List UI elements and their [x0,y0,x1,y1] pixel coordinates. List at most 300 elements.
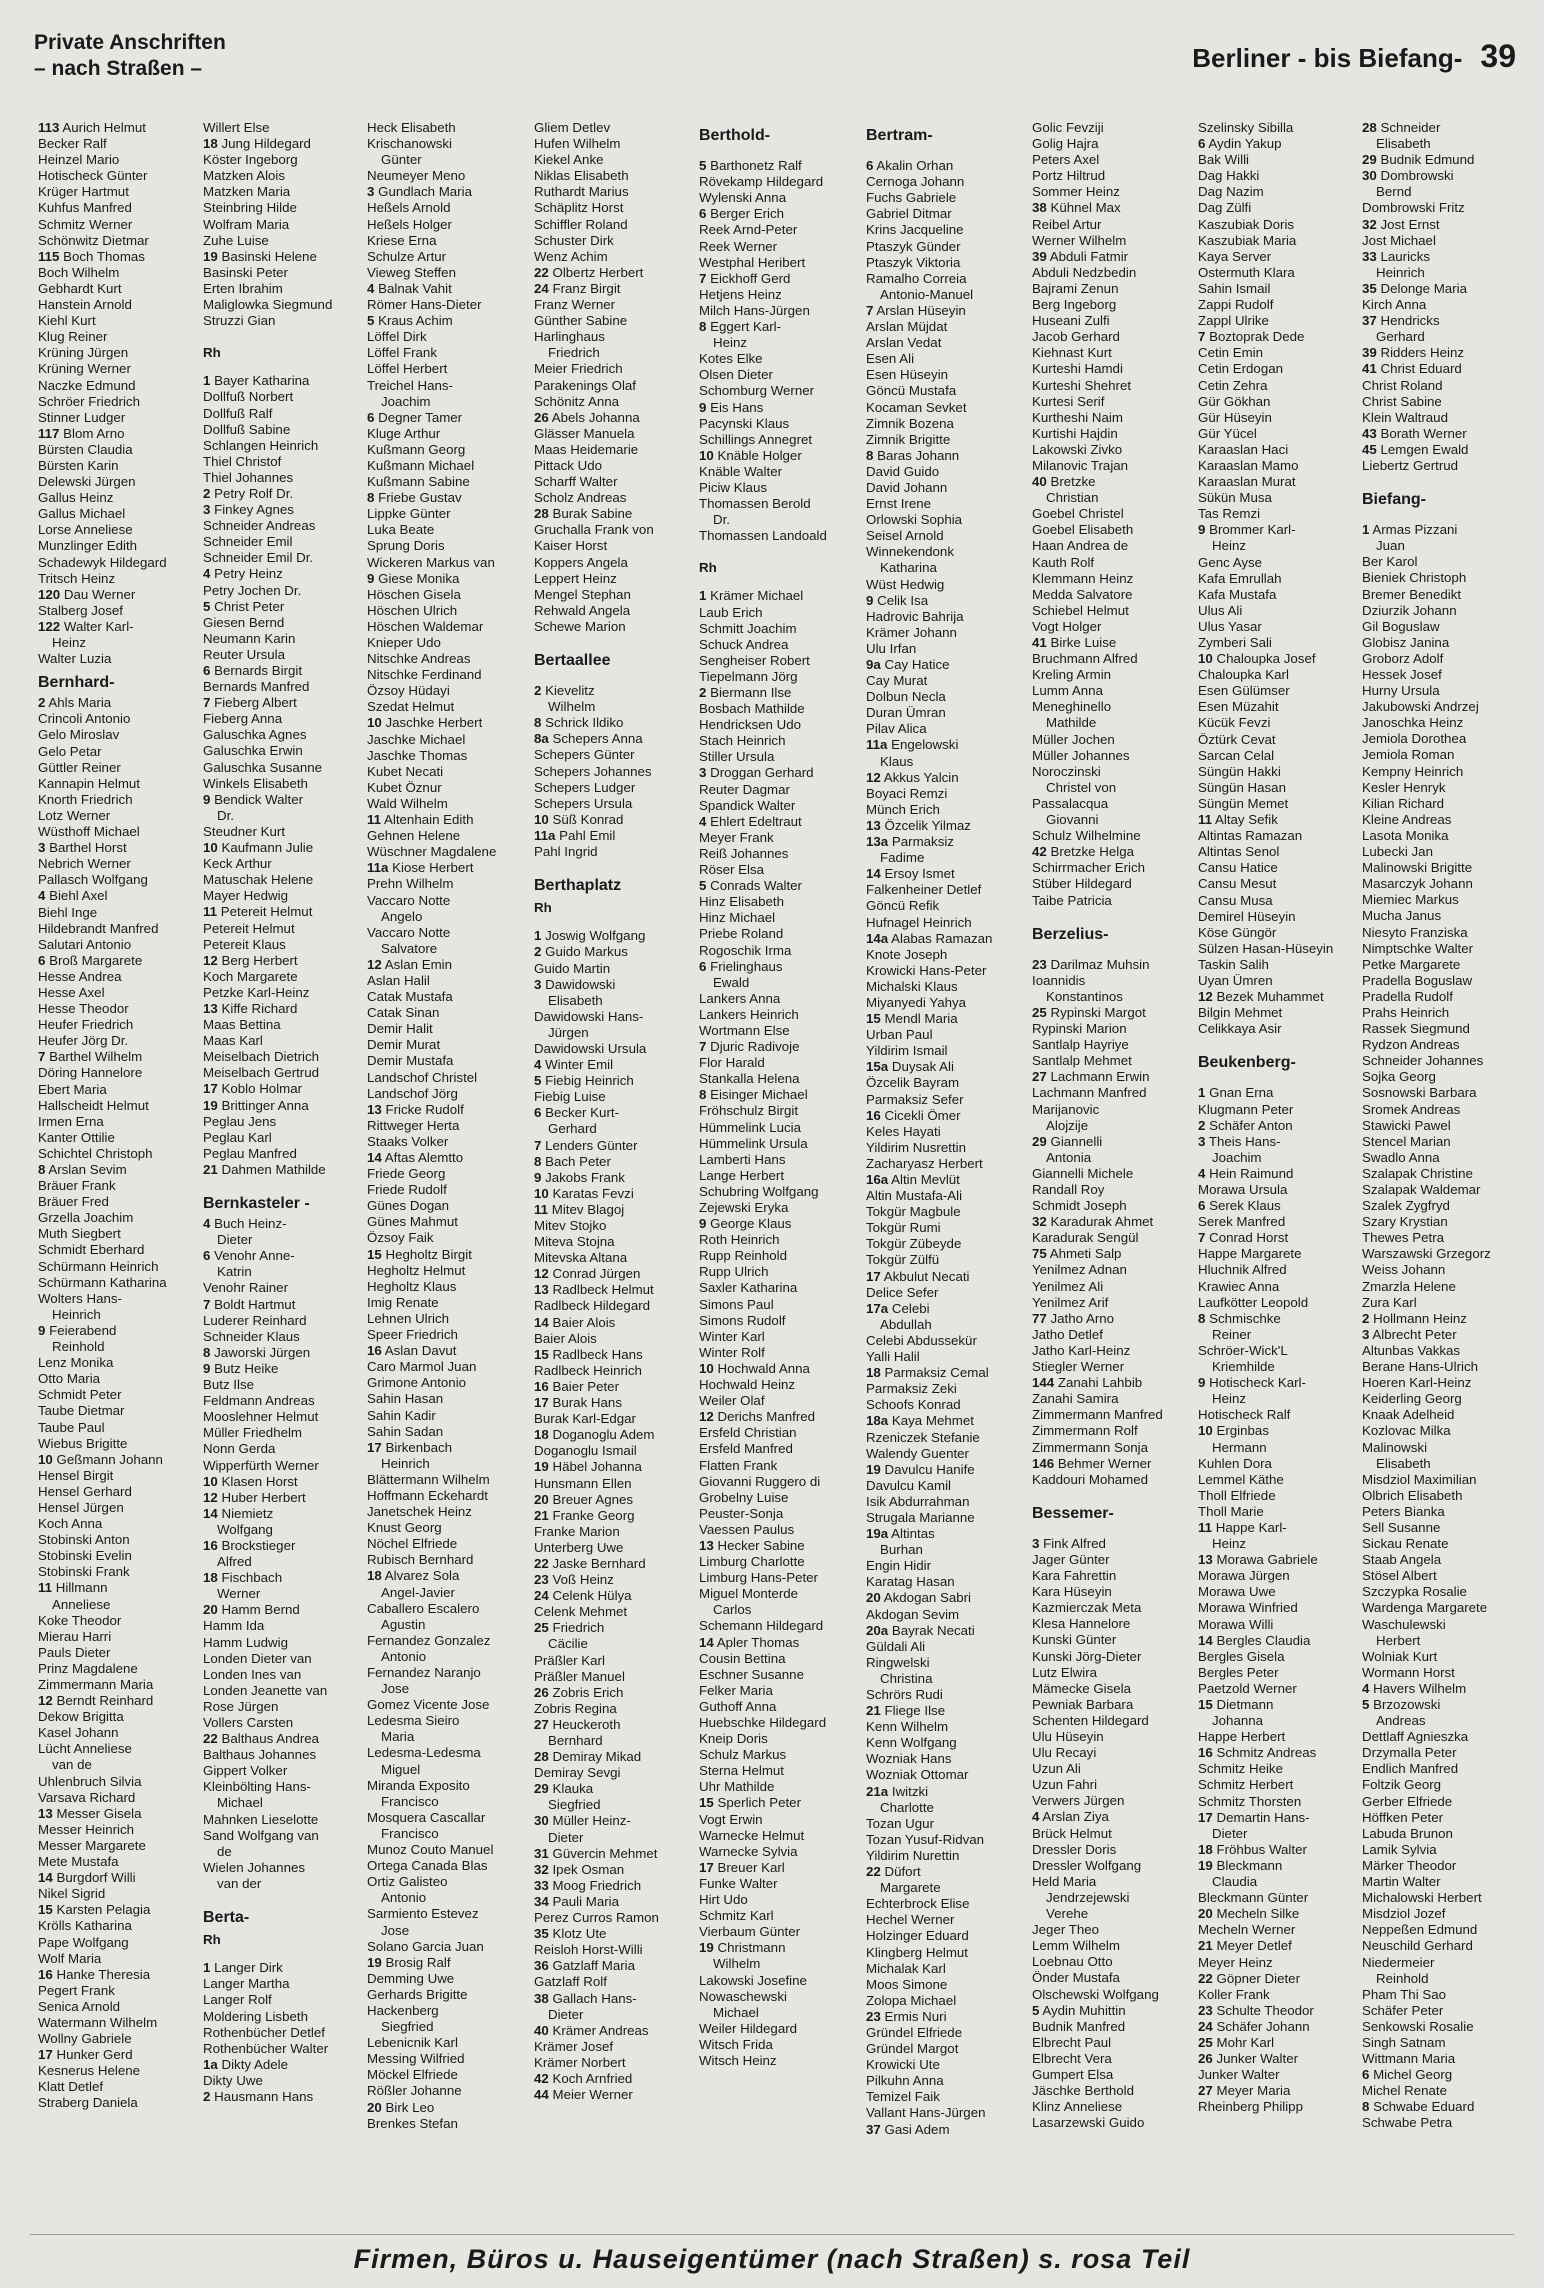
directory-entry: Wenz Achim [534,248,608,264]
directory-entry: Dag Nazim [1198,184,1264,200]
directory-entry: Krölls Katharina [38,1918,132,1934]
directory-entry: Piciw Klaus [699,479,767,495]
directory-entry: Bräuer Frank [38,1178,116,1194]
directory-entry: Varsava Richard [38,1789,136,1805]
directory-entry: Schmidt Peter [38,1387,122,1403]
directory-entry: Özsoy Faik [367,1230,434,1246]
directory-entry: Christ Roland [1362,377,1443,393]
directory-entry: Elbrecht Vera [1032,2050,1112,2066]
directory-entry: Cansu Hatice [1198,860,1278,876]
directory-entry: Tozan Yusuf-Ridvan [866,1831,985,1847]
directory-entry: 18 Fröhbus Walter [1198,1841,1307,1857]
directory-entry: Gumpert Elsa [1032,2066,1114,2082]
directory-entry: Werner Wilhelm [1032,232,1127,248]
directory-entry: Ptaszyk Günder [866,238,961,254]
directory-entry: Flor Harald [699,1055,765,1071]
spacer [1198,1075,1356,1085]
directory-entry: Schmitz Thorsten [1198,1793,1302,1809]
directory-entry: Luka Beate [367,522,435,538]
directory-entry: Kauth Rolf [1032,554,1095,570]
directory-entry: Hildebrandt Manfred [38,920,159,936]
directory-entry: Serek Manfred [1198,1214,1286,1230]
directory-entry: 16 Brockstieger [203,1537,296,1553]
directory-entry: Olbrich Elisabeth [1362,1487,1463,1503]
directory-entry: Hochwald Heinz [699,1377,796,1393]
directory-entry: Stobinski Frank [38,1564,130,1580]
directory-entry: Randall Roy [1032,1182,1105,1197]
directory-entry: Jaschke Thomas [367,747,468,763]
directory-entry: Martin Walter [1362,1874,1441,1890]
directory-entry: Knust Georg [367,1520,442,1536]
directory-entry: Schäplitz Horst [534,200,624,216]
directory-entry: Özcelik Bayram [866,1075,960,1091]
directory-entry: Hotischeck Günter [38,168,148,184]
directory-entry: Stösel Albert [1362,1568,1437,1584]
directory-entry: Kara Hüseyin [1032,1584,1112,1600]
directory-entry: 10 Knäble Holger [699,447,802,463]
directory-entry: 117 Blom Arno [38,425,125,441]
street-heading: Bertram- [866,127,933,144]
directory-entry: Jaschke Michael [367,731,466,747]
directory-entry: Doganoglu Ismail [534,1443,637,1459]
directory-entry: Hufen Wilhelm [534,136,621,152]
directory-entry: Esen Müzahit [1198,699,1279,715]
directory-entry: Rassek Siegmund [1362,1021,1470,1037]
directory-entry: 8 Friebe Gustav [367,490,462,506]
directory-entry: Schmidt Joseph [1032,1198,1127,1214]
entry-continuation: Charlotte [880,1799,934,1815]
directory-entry: Schneider Klaus [203,1328,300,1344]
directory-entry: Lasarzewski Guido [1032,2115,1145,2131]
directory-entry: Mengel Stephan [534,586,631,602]
directory-entry: Westphal Heribert [699,254,806,270]
entry-continuation: Heinrich [1376,264,1425,280]
directory-entry: 8 Eisinger Michael [699,1087,808,1103]
directory-entry: Uzun Fahri [1032,1777,1098,1793]
street-heading: Bernkasteler - [203,1195,310,1212]
directory-entry: 35 Klotz Ute [534,1926,607,1942]
directory-entry: Schemann Hildegard [699,1618,824,1634]
directory-entry: Schürmann Katharina [38,1274,167,1290]
directory-entry: Ulu Hüseyin [1032,1729,1104,1744]
directory-entry: Mitev Stojko [534,1218,607,1233]
directory-entry: Demir Halit [367,1021,433,1037]
directory-entry: Londen Ines van [203,1666,302,1682]
entry-continuation: Anneliese [52,1596,111,1612]
entry-continuation: Salvatore [381,940,438,956]
directory-entry: Szedat Helmut [367,699,455,715]
street-heading: Beukenberg- [1198,1054,1296,1072]
directory-entry: Speer Friedrich [367,1327,458,1343]
directory-entry: Schomburg Werner [699,383,815,399]
directory-entry: Zimmermann Rolf [1032,1423,1138,1439]
directory-entry: Kußmann Michael [367,457,475,473]
directory-entry: Pegert Frank [38,1982,115,1998]
directory-entry: Gelo Petar [38,743,102,759]
entry-continuation: Heinz [1212,1391,1246,1407]
directory-entry: Catak Sinan [367,1005,440,1021]
directory-entry: 30 Müller Heinz- [534,1813,631,1829]
directory-entry: Fieberg Anna [203,711,283,727]
directory-entry: Vogt Erwin [699,1811,763,1827]
entry-continuation: Michael [217,1795,263,1811]
directory-entry: Stach Heinrich [699,733,786,749]
directory-entry: 12 Akkus Yalcin [866,769,959,785]
directory-entry: Taube Dietmar [38,1403,125,1419]
directory-entry: Janoschka Heinz [1362,715,1464,731]
directory-column [1032,120,1190,2210]
directory-entry: Gliem Detlev [534,120,611,135]
directory-entry: 41 Christ Eduard [1362,361,1462,377]
directory-entry: Miranda Exposito [367,1777,470,1793]
directory-entry: 19a Altintas [866,1526,935,1542]
directory-entry: Steudner Kurt [203,823,286,839]
directory-entry: 15 Radlbeck Hans [534,1346,643,1362]
directory-entry: Reek Werner [699,238,778,254]
directory-entry: Olsen Dieter [699,367,773,383]
directory-entry: Güttler Reiner [38,759,121,775]
directory-entry: 2 Hausmann Hans [203,2088,314,2104]
directory-entry: Wickeren Markus van [367,554,495,570]
directory-entry: Rupp Ulrich [699,1264,769,1280]
directory-entry: Prehn Wilhelm [367,876,454,892]
directory-entry: Yildirim Nusrettin [866,1139,966,1155]
directory-entry: Demir Mustafa [367,1053,454,1069]
directory-entry: Keiderling Georg [1362,1391,1462,1407]
directory-entry: Klingberg Helmut [866,1944,968,1960]
directory-entry: Kriese Erna [367,232,437,248]
directory-entry: Mämecke Gisela [1032,1680,1132,1696]
entry-continuation: Dieter [548,2006,584,2022]
directory-entry: Ledesma Sieiro [367,1713,460,1729]
directory-entry: Gatzlaff Rolf [534,1974,607,1990]
directory-entry: Duran Ümran [866,705,946,721]
street-heading: Berta- [203,1909,250,1927]
directory-entry: Celebi Abdussekür [866,1332,977,1348]
directory-entry: Kesler Henryk [1362,779,1446,795]
directory-entry: Butz Ilse [203,1377,254,1393]
entry-continuation: Francisco [381,1793,439,1809]
directory-entry: 28 Demiray Mikad [534,1749,642,1765]
directory-entry: Altunbas Vakkas [1362,1342,1461,1358]
entry-continuation: Angel-Javier [381,1584,455,1600]
directory-entry: 33 Moog Friedrich [534,1877,642,1893]
directory-entry: 2 Petry Rolf Dr. [203,485,294,501]
directory-entry: Yildirim Nurettin [866,1847,960,1863]
directory-entry: Schuck Andrea [699,636,789,652]
directory-entry: Kneip Doris [699,1731,768,1747]
directory-entry: 3 Gundlach Maria [367,184,472,200]
directory-entry: Hesse Theodor [38,1001,129,1017]
directory-entry: Krischanowski [367,136,452,152]
directory-entry: Jatho Karl-Heinz [1032,1342,1131,1358]
directory-entry: Süngün Memet [1198,795,1289,811]
directory-entry: Wüschner Magdalene [367,844,497,860]
directory-entry: Elbrecht Paul [1032,2034,1112,2050]
directory-entry: 7 Lenders Günter [534,1137,638,1153]
directory-entry: Bürsten Karin [38,457,119,473]
directory-entry: Gallus Heinz [38,490,114,506]
directory-entry: Steinbring Hilde [203,200,297,216]
entry-continuation: Bernd [1376,184,1412,200]
directory-column [1198,120,1356,2210]
directory-entry: 5 Kraus Achim [367,313,453,329]
directory-entry: Morawa Willi [1198,1616,1274,1632]
entry-continuation: Dieter [217,1232,253,1248]
directory-entry: Petry Jochen Dr. [203,582,302,598]
directory-entry: Keles Hayati [866,1123,941,1139]
directory-entry: Schulz Markus [699,1747,787,1763]
directory-entry: Klinz Anneliese [1032,2099,1123,2115]
directory-entry: Höschen Gisela [367,586,461,602]
directory-entry: Paetzold Werner [1198,1680,1297,1696]
directory-entry: Rothenbücher Detlef [203,2024,325,2040]
directory-entry: Michalak Karl [866,1960,946,1976]
directory-entry: Petereit Klaus [203,936,286,952]
directory-entry: Karaaslan Haci [1198,441,1289,457]
directory-entry: Matzken Alois [203,168,286,184]
directory-entry: Yenilmez Arif [1032,1294,1109,1310]
directory-entry: 10 Chaloupka Josef [1198,651,1316,667]
header-line-1: Private Anschriften [34,31,226,54]
directory-entry: Öztürk Cevat [1198,731,1276,747]
directory-entry: Fuchs Gabriele [866,190,957,206]
directory-entry: Ortega Canada Blas [367,1858,488,1874]
directory-entry: 19 Basinski Helene [203,248,317,264]
directory-entry: Maas Karl [203,1033,263,1049]
directory-entry: 8 Bach Peter [534,1153,611,1169]
directory-entry: Löffel Herbert [367,361,448,377]
directory-entry: Schneider Andreas [203,518,316,534]
entry-continuation: Claudia [1212,1874,1258,1890]
directory-entry: Thiel Christof [203,453,282,469]
directory-entry: Niklas Elisabeth [534,168,629,184]
directory-entry: Morawa Jürgen [1198,1568,1290,1584]
directory-entry: Walendy Guenter [866,1445,969,1461]
directory-entry: Santlalp Hayriye [1032,1037,1129,1053]
directory-entry: Uhr Mathilde [699,1779,775,1795]
directory-entry: 3 Finkey Agnes [203,502,294,518]
directory-entry: 9 Eis Hans [699,399,764,415]
directory-entry: Löffel Dirk [367,329,427,345]
directory-entry: 19 Davulcu Hanife [866,1461,975,1477]
entry-continuation: Elisabeth [1376,136,1431,152]
directory-entry: Peglau Karl [203,1129,272,1145]
directory-entry: Hirt Udo [699,1892,748,1908]
directory-entry: 122 Walter Karl- [38,618,134,634]
directory-entry: 13 Radlbeck Helmut [534,1282,654,1298]
directory-entry: 10 Jaschke Herbert [367,715,483,731]
directory-entry: Taube Paul [38,1419,105,1435]
directory-entry: Peters Axel [1032,152,1100,168]
directory-entry: Schiebel Helmut [1032,602,1129,618]
directory-entry: Witsch Frida [699,2036,773,2052]
directory-entry: Schmitz Karl [699,1908,774,1924]
directory-entry: Schoofs Konrad [866,1397,961,1413]
directory-entry: Rydzon Andreas [1362,1037,1460,1053]
directory-entry: 18 Parmaksiz Cemal [866,1365,989,1381]
directory-entry: 20 Birk Leo [367,2099,435,2115]
directory-entry: Szelinsky Sibilla [1198,120,1294,135]
directory-entry: Stawicki Pawel [1362,1117,1451,1133]
directory-entry: 1 Langer Dirk [203,1960,283,1976]
directory-entry: Lücht Anneliese [38,1741,132,1757]
directory-entry: Kußmann Sabine [367,474,470,490]
directory-entry: Krawiec Anna [1198,1278,1280,1294]
directory-entry: 3 Fink Alfred [1032,1535,1106,1551]
directory-entry: Maas Bettina [203,1017,281,1033]
entry-continuation: Reinhold [52,1339,105,1355]
directory-entry: Ulus Yasar [1198,618,1262,634]
directory-entry: Salutari Antonio [38,936,132,952]
directory-entry: Weiler Olaf [699,1393,765,1409]
directory-entry: Kreling Armin [1032,667,1112,683]
directory-entry: Heufer Jörg Dr. [38,1033,129,1049]
directory-entry: 35 Delonge Maria [1362,280,1467,296]
directory-entry: 15 Dietmann [1198,1697,1274,1712]
directory-entry: 40 Krämer Andreas [534,2022,649,2038]
directory-entry: Santlalp Mehmet [1032,1053,1132,1069]
directory-entry: Berane Hans-Ulrich [1362,1359,1479,1375]
directory-entry: Messer Margarete [38,1837,146,1853]
entry-continuation: Reinhold [1376,1970,1429,1986]
directory-entry: Dekow Brigitta [38,1709,124,1725]
directory-entry: Hensel Jürgen [38,1499,124,1515]
directory-entry: 27 Meyer Maria [1198,2083,1291,2099]
directory-entry: Neumann Karin [203,630,296,646]
directory-entry: 4 Biehl Axel [38,888,108,904]
directory-entry: 25 Mohr Karl [1198,2034,1275,2050]
directory-entry: Zobris Regina [534,1700,617,1716]
entry-continuation: Joachim [1212,1149,1262,1165]
directory-entry: Nöchel Elfriede [367,1536,458,1552]
directory-entry: Lotz Werner [38,807,111,823]
directory-entry: Zimmermann Manfred [1032,1407,1163,1423]
directory-entry: Höschen Ulrich [367,602,458,618]
directory-entry: Grobelny Luise [699,1489,789,1505]
directory-entry: Peglau Jens [203,1113,277,1129]
district-label: Rh [534,900,552,916]
directory-entry: Uyan Ümren [1198,972,1273,988]
directory-entry: Portz Hiltrud [1032,168,1106,184]
directory-entry: Mayer Hedwig [203,888,288,904]
directory-entry: Zmarzla Helene [1362,1278,1456,1294]
directory-entry: Kluge Arthur [367,425,441,441]
directory-entry: Staaks Volker [367,1133,449,1149]
directory-entry: 3 Droggan Gerhard [699,765,814,781]
directory-entry: Hesse Andrea [38,968,122,984]
directory-entry: Gil Boguslaw [1362,618,1440,634]
directory-entry: Esen Gülümser [1198,683,1290,699]
directory-entry: Dawidowski Ursula [534,1040,647,1056]
directory-entry: Schirrmacher Erich [1032,860,1146,876]
directory-entry: 20a Bayrak Necati [866,1622,975,1638]
entry-continuation: Joachim [381,393,431,409]
directory-entry: Hesse Axel [38,984,105,1000]
directory-entry: Uhlenbruch Silvia [38,1773,142,1789]
directory-entry: Davulcu Kamil [866,1477,951,1493]
directory-entry: 20 Hamm Bernd [203,1602,300,1618]
directory-entry: Lebenicnik Karl [367,2035,458,2051]
directory-entry: Kurtesi Serif [1032,393,1105,409]
directory-entry: Cetin Erdogan [1198,361,1284,377]
directory-entry: Kleinbölting Hans- [203,1779,311,1795]
entry-continuation: Christian [1046,490,1099,506]
entry-continuation: Antonio-Manuel [880,286,974,302]
directory-entry: Lamberti Hans [699,1151,786,1167]
directory-entry: Sükün Musa [1198,490,1272,506]
directory-entry: Lemmel Käthe [1198,1471,1284,1487]
directory-entry: Malinowski [1362,1439,1428,1455]
directory-entry: Reek Arnd-Peter [699,222,798,238]
directory-entry: 13 Kiffe Richard [203,1000,298,1016]
directory-entry: Uzun Ali [1032,1761,1081,1777]
directory-entry: Hufnagel Heinrich [866,914,972,930]
directory-entry: Klatt Detlef [38,2079,104,2095]
directory-entry: 38 Gallach Hans- [534,1990,637,2006]
directory-entry: Yalli Halil [866,1349,920,1365]
directory-entry: Bilgin Mehmet [1198,1005,1283,1021]
spacer [1032,947,1190,957]
directory-entry: Kotes Elke [699,351,763,367]
directory-entry: Wolf Maria [38,1950,102,1966]
directory-entry: Struzzi Gian [203,313,276,329]
directory-entry: Kurteshi Hamdi [1032,361,1123,377]
directory-entry: 113 Aurich Helmut [38,120,146,135]
directory-entry: Tritsch Heinz [38,570,116,586]
directory-entry: 15 Karsten Pelagia [38,1902,151,1918]
directory-entry: Hamm Ludwig [203,1634,288,1650]
spacer [203,1950,361,1960]
directory-entry: Krins Jacqueline [866,222,964,238]
directory-entry: Schichtel Christoph [38,1145,153,1161]
entry-continuation: Christina [880,1670,933,1686]
directory-entry: Taibe Patricia [1032,892,1112,908]
directory-entry: Dressler Wolfgang [1032,1857,1142,1873]
directory-entry: 11 Happe Karl- [1198,1519,1287,1535]
entry-continuation: Heinz [713,335,747,351]
directory-entry: Rzeniczek Stefanie [866,1429,980,1445]
directory-entry: Gür Yücel [1198,425,1257,441]
directory-entry: Vieweg Steffen [367,264,456,280]
directory-entry: Venohr Rainer [203,1280,289,1296]
directory-entry: Hessek Josef [1362,667,1442,682]
entry-continuation: Heinrich [52,1306,101,1322]
spacer [203,1178,361,1188]
spacer [1032,1488,1190,1498]
directory-entry: Jäschke Berthold [1032,2083,1134,2099]
directory-entry: Koch Anna [38,1516,103,1532]
directory-columns [38,120,1508,2210]
directory-entry: 29 Budnik Edmund [1362,152,1475,168]
directory-entry: Dombrowski Fritz [1362,200,1465,216]
entry-continuation: Hermann [1212,1439,1267,1455]
directory-entry: Schepers Ursula [534,795,633,811]
directory-entry: Hümmelink Lucia [699,1119,801,1135]
directory-entry: Imig Renate [367,1294,439,1310]
directory-entry: Kücük Fevzi [1198,715,1271,731]
entry-continuation: Werner [217,1586,261,1602]
directory-entry: 11 Altenhain Edith [367,812,474,828]
directory-entry: Niesyto Franziska [1362,924,1468,940]
directory-entry: Dag Hakki [1198,168,1260,184]
directory-entry: Ebert Maria [38,1081,107,1097]
directory-entry: Grimone Antonio [367,1375,467,1391]
directory-entry: Tholl Marie [1198,1503,1264,1519]
directory-entry: Güldali Ali [866,1638,926,1654]
directory-entry: Vogt Holger [1032,618,1102,634]
directory-entry: Wüsthoff Michael [38,824,140,840]
